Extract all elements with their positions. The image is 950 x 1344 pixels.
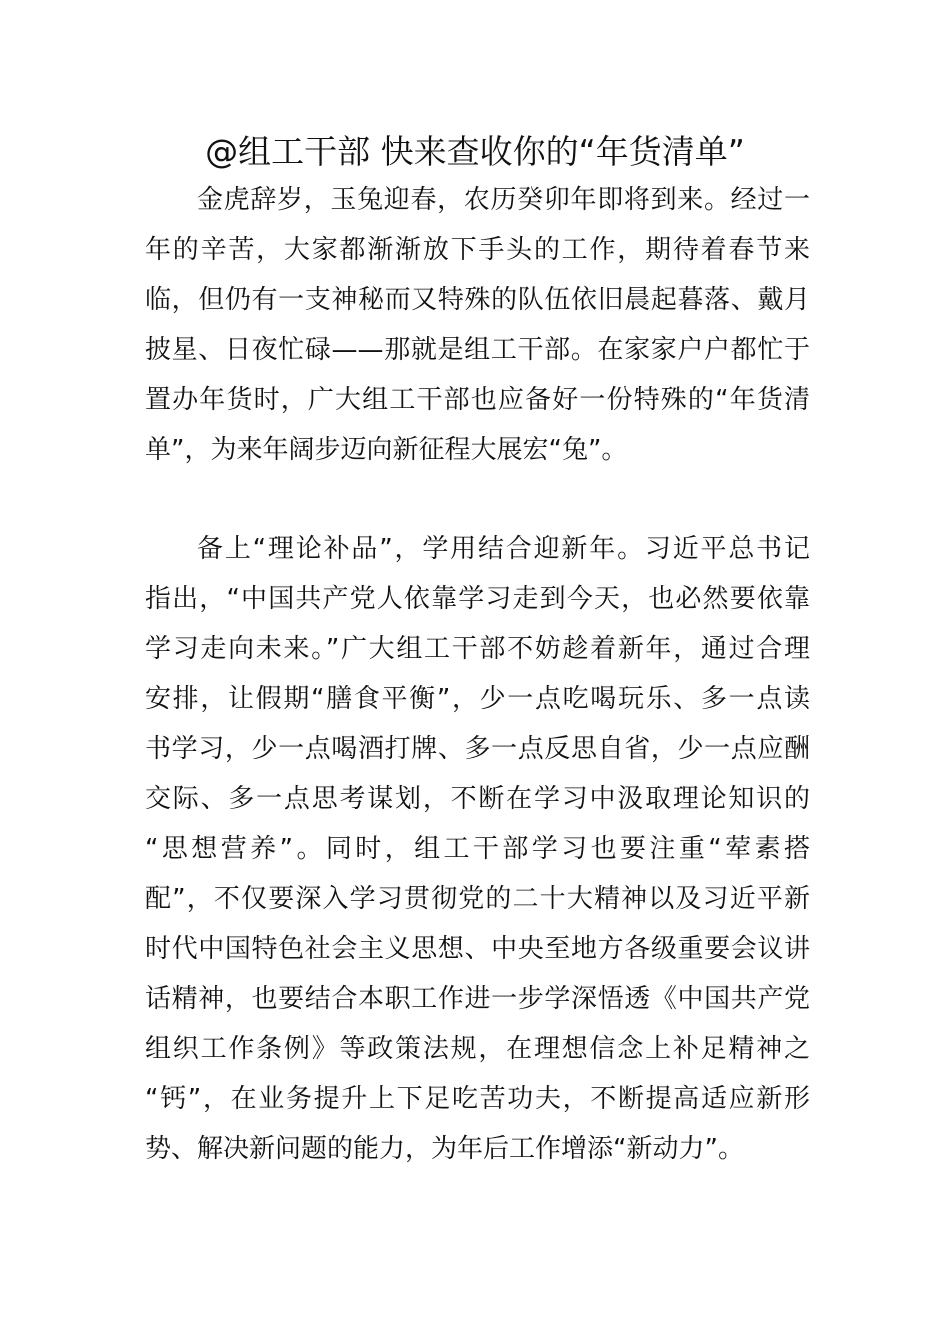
paragraph-line: 置办年货时，广大组工干部也应备好一份特殊的“年货清 <box>145 385 810 415</box>
document-title: @组工干部 快来查收你的“年货清单” <box>205 132 745 171</box>
paragraph-line: 组织工作条例》等政策法规，在理想信念上补足精神之 <box>145 1034 810 1064</box>
paragraph-line: 配”，不仅要深入学习贯彻党的二十大精神以及习近平新 <box>145 884 810 914</box>
paragraph-line: 临，但仍有一支神秘而又特殊的队伍依旧晨起暮落、戴月 <box>145 285 810 315</box>
paragraph-line: “思想营养”。同时，组工干部学习也要注重“荤素搭 <box>145 834 810 864</box>
paragraph-line: 话精神，也要结合本职工作进一步学深悟透《中国共产党 <box>145 984 810 1014</box>
paragraph-line: 年的辛苦，大家都渐渐放下手头的工作，期待着春节来 <box>145 235 810 265</box>
paragraph-line: 备上“理论补品”，学用结合迎新年。习近平总书记 <box>197 534 810 564</box>
paragraph-line: 势、解决新问题的能力，为年后工作增添“新动力”。 <box>145 1134 744 1164</box>
paragraph-line: 时代中国特色社会主义思想、中央至地方各级重要会议讲 <box>145 934 810 964</box>
paragraph-line: 学习走向未来。”广大组工干部不妨趁着新年，通过合理 <box>145 634 810 664</box>
paragraph-line: 书学习，少一点喝酒打牌、多一点反思自省，少一点应酬 <box>145 734 810 764</box>
paragraph-new-year-intro <box>145 175 810 475</box>
paragraph-theory-supplement <box>145 524 810 1174</box>
paragraph-line: 交际、多一点思考谋划，不断在学习中汲取理论知识的 <box>145 784 810 814</box>
paragraph-line: 安排，让假期“膳食平衡”，少一点吃喝玩乐、多一点读 <box>145 684 810 714</box>
paragraph-line: 指出，“中国共产党人依靠学习走到今天，也必然要依靠 <box>145 584 810 614</box>
paragraph-line: 金虎辞岁，玉兔迎春，农历癸卯年即将到来。经过一 <box>197 185 810 215</box>
paragraph-line: “钙”，在业务提升上下足吃苦功夫，不断提高适应新形 <box>145 1084 810 1114</box>
paragraph-line: 单”，为来年阔步迈向新征程大展宏“兔”。 <box>145 435 628 465</box>
paragraph-line: 披星、日夜忙碌——那就是组工干部。在家家户户都忙于 <box>145 335 810 365</box>
